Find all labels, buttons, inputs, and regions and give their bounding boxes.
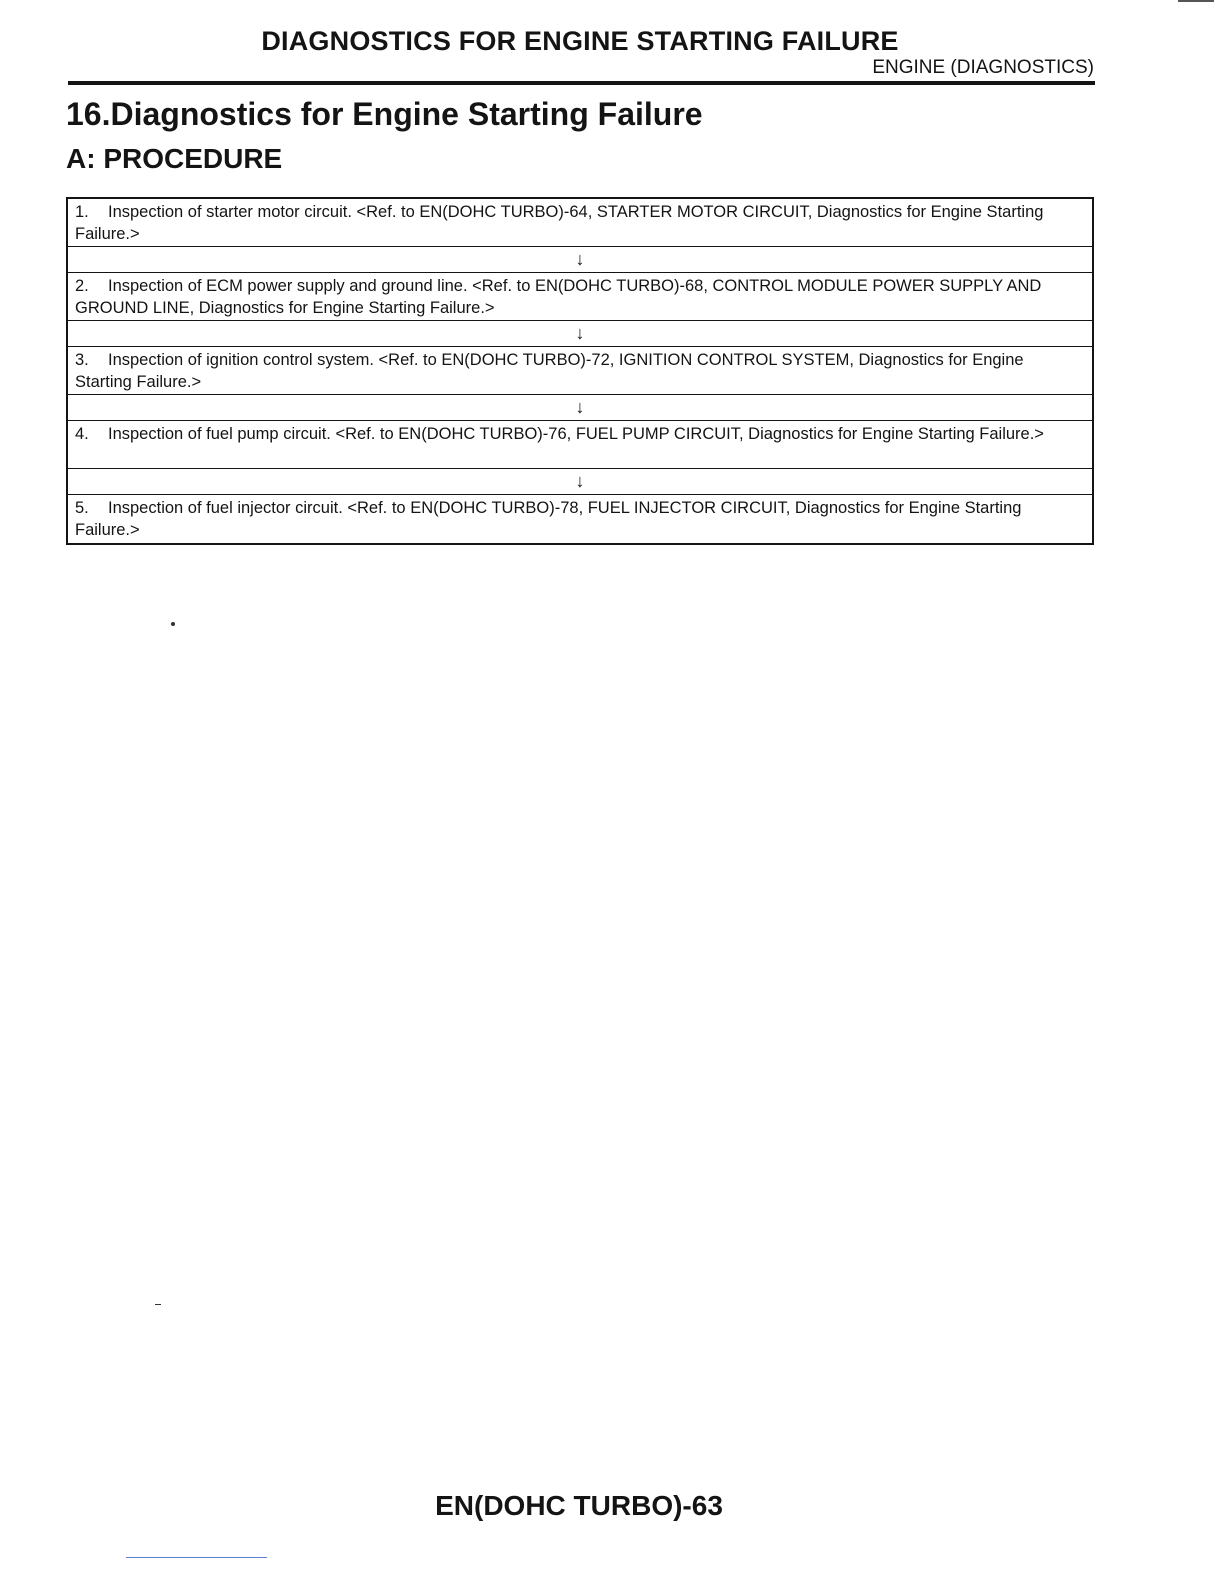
- scan-speck: [171, 622, 175, 626]
- step-number: 5.: [75, 499, 89, 517]
- step-number: 1.: [75, 203, 89, 221]
- step-text: Inspection of starter motor circuit. <Ref. to EN(DOHC TURBO)-64, STARTER MOTOR CIRCUIT, Diagnostics for Engine Starting Failure.>: [75, 203, 1044, 243]
- step-text: Inspection of ECM power supply and ground line. <Ref. to EN(DOHC TURBO)-68, CONTROL MODULE POWER SUPPLY AND GROUND LINE, Diagnostics for Engine Starting Failure.>: [75, 277, 1042, 317]
- page-header-title: DIAGNOSTICS FOR ENGINE STARTING FAILURE: [261, 26, 899, 56]
- page-number: EN(DOHC TURBO)-63: [435, 1490, 723, 1521]
- scan-speck: [155, 1304, 161, 1305]
- step-number: 2.: [75, 277, 89, 295]
- procedure-step-5: [68, 495, 1092, 543]
- procedure-step-3: [68, 347, 1092, 395]
- step-text: Inspection of fuel pump circuit. <Ref. to EN(DOHC TURBO)-76, FUEL PUMP CIRCUIT, Diagnostics for Engine Starting Failure.>: [108, 425, 1044, 443]
- header-divider: [68, 81, 1095, 85]
- flow-arrow-down-icon: ↓: [68, 247, 1092, 273]
- procedure-subheading: A: PROCEDURE: [66, 143, 283, 174]
- flow-arrow-down-icon: ↓: [68, 395, 1092, 421]
- procedure-step-4: [68, 421, 1092, 469]
- page-header-section: ENGINE (DIAGNOSTICS): [872, 57, 1094, 78]
- procedure-step-1: [68, 199, 1092, 247]
- procedure-flowchart: [66, 197, 1094, 545]
- section-heading: 16.Diagnostics for Engine Starting Failure: [66, 96, 703, 132]
- flow-arrow-down-icon: ↓: [68, 321, 1092, 347]
- footer-underline: [126, 1557, 267, 1558]
- step-number: 4.: [75, 425, 89, 443]
- scan-mark: [1178, 0, 1214, 2]
- step-text: Inspection of fuel injector circuit. <Ref. to EN(DOHC TURBO)-78, FUEL INJECTOR CIRCUIT, Diagnostics for Engine Starting Failure.>: [75, 499, 1022, 539]
- procedure-step-2: [68, 273, 1092, 321]
- step-text: Inspection of ignition control system. <Ref. to EN(DOHC TURBO)-72, IGNITION CONTROL SYSTEM, Diagnostics for Engine Starting Failure.>: [75, 351, 1024, 391]
- flow-arrow-down-icon: ↓: [68, 469, 1092, 495]
- step-number: 3.: [75, 351, 89, 369]
